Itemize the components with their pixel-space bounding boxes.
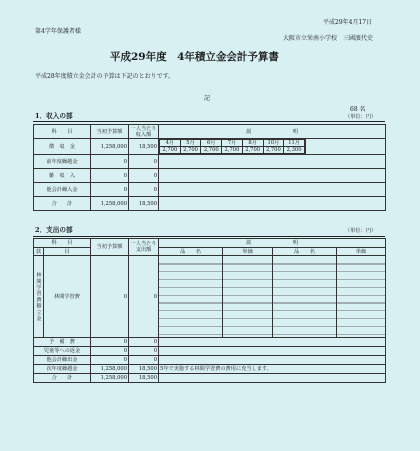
income-row-budget: 0 bbox=[91, 183, 129, 197]
table-row bbox=[34, 347, 386, 356]
item-name-header: 品 名 bbox=[273, 248, 337, 256]
expense-total-label: 合 計 bbox=[34, 374, 91, 383]
table-row bbox=[34, 155, 386, 169]
expense-row-per: 18,500 bbox=[129, 365, 159, 374]
expense-row-item: 児童等への返金 bbox=[34, 347, 91, 356]
expense-unit-label: （単位：円） bbox=[345, 228, 377, 234]
recipient-line: 第4学年保護者様 bbox=[35, 28, 81, 35]
income-header-budget: 当初予算額 bbox=[91, 125, 129, 139]
income-table bbox=[33, 124, 386, 211]
sender-line: 大阪市立栄南小学校 三國濱代史 bbox=[283, 35, 374, 42]
expense-row-budget: 1,258,000 bbox=[91, 365, 129, 374]
income-header-description: 説 明 bbox=[159, 125, 386, 139]
price-lines bbox=[223, 256, 273, 338]
month-label: 5月 bbox=[180, 140, 201, 147]
table-row bbox=[34, 365, 386, 374]
intro-text: 平成28年度積立金会計の予算は下記のとおりです。 bbox=[35, 73, 175, 80]
income-total-budget: 1,258,000 bbox=[91, 197, 129, 211]
expense-row-note bbox=[159, 374, 386, 383]
price-lines bbox=[337, 256, 386, 338]
income-row-per: 0 bbox=[129, 169, 159, 183]
expense-row-budget: 0 bbox=[91, 347, 129, 356]
table-row bbox=[34, 169, 386, 183]
month-label: 6月 bbox=[201, 140, 222, 147]
month-label: 7月 bbox=[222, 140, 243, 147]
expense-row-note bbox=[159, 356, 386, 365]
expense-row-per: 0 bbox=[129, 347, 159, 356]
income-row-per: 0 bbox=[129, 183, 159, 197]
month-label: 4月 bbox=[160, 140, 181, 147]
unit-price-header: 単価 bbox=[337, 248, 386, 256]
table-row bbox=[34, 197, 386, 211]
table-row bbox=[34, 183, 386, 197]
item-lines bbox=[273, 256, 337, 338]
income-total-label: 合 計 bbox=[34, 197, 91, 211]
expense-row-item: 他会計繰出金 bbox=[34, 356, 91, 365]
expense-row-note bbox=[159, 338, 386, 347]
expense-row-item: 次年度繰越金 bbox=[34, 365, 91, 374]
month-amount: 2,700 bbox=[201, 147, 222, 154]
table-row bbox=[34, 139, 386, 155]
income-row-item: 徴 収 金 bbox=[34, 139, 91, 155]
unit-price-header: 単価 bbox=[223, 248, 273, 256]
expense-section-title: 2．支出の部 bbox=[35, 226, 73, 234]
income-row-item: 他会計繰入金 bbox=[34, 183, 91, 197]
income-rule bbox=[33, 121, 385, 122]
income-row-item: 前年度繰越金 bbox=[34, 155, 91, 169]
income-header-item: 科 目 bbox=[34, 125, 91, 139]
item-lines bbox=[159, 256, 223, 338]
month-amount: 2,300 bbox=[284, 147, 305, 154]
expense-total-per: 18,500 bbox=[129, 374, 159, 383]
income-total-per: 18,500 bbox=[129, 197, 159, 211]
table-row bbox=[34, 256, 386, 338]
month-amount: 2,700 bbox=[242, 147, 263, 154]
expense-row-budget: 0 bbox=[91, 338, 129, 347]
student-count: 68 名 bbox=[350, 106, 366, 113]
expense-sub-per: 0 bbox=[129, 256, 159, 338]
table-row bbox=[34, 374, 386, 383]
income-row-per: 18,500 bbox=[129, 139, 159, 155]
expense-header-budget: 当初予算額 bbox=[91, 239, 129, 256]
expense-sub-item: 林間学習費 bbox=[44, 256, 91, 338]
income-header-per: 一人当たり 収入額 bbox=[129, 125, 159, 139]
expense-rule bbox=[33, 236, 385, 237]
document-date: 平成29年4月17日 bbox=[323, 19, 373, 26]
income-row-budget: 0 bbox=[91, 155, 129, 169]
expense-row-note: 5年で実施する林間学習費の費用に充当します。 bbox=[159, 365, 386, 374]
expense-header-kan: 款 bbox=[34, 248, 44, 256]
month-amount: 2,700 bbox=[263, 147, 284, 154]
expense-table bbox=[33, 238, 386, 383]
expense-sub-budget: 0 bbox=[91, 256, 129, 338]
expense-header-description: 説 明 bbox=[159, 239, 386, 248]
expense-row-per: 0 bbox=[129, 356, 159, 365]
income-unit-label: （単位：円） bbox=[345, 114, 377, 120]
month-amount: 2,700 bbox=[160, 147, 181, 154]
expense-header-per: 一人当たり 支出額 bbox=[129, 239, 159, 256]
expense-row-per: 0 bbox=[129, 338, 159, 347]
month-label: 8月 bbox=[242, 140, 263, 147]
income-row-per: 0 bbox=[129, 155, 159, 169]
table-row bbox=[34, 338, 386, 347]
month-amount: 2,700 bbox=[180, 147, 201, 154]
month-label: 11月 bbox=[284, 140, 305, 147]
expense-row-item: 予 備 費 bbox=[34, 338, 91, 347]
income-row-budget: 0 bbox=[91, 169, 129, 183]
month-table bbox=[159, 139, 305, 154]
expense-category: 林間学習費積立金 bbox=[34, 256, 44, 338]
income-section-title: 1．収入の部 bbox=[35, 112, 73, 120]
income-row-budget: 1,258,000 bbox=[91, 139, 129, 155]
expense-row-budget: 0 bbox=[91, 356, 129, 365]
month-label: 10月 bbox=[263, 140, 284, 147]
income-row-item: 雑 収 入 bbox=[34, 169, 91, 183]
expense-header-item: 科 目 bbox=[34, 239, 91, 248]
table-row bbox=[34, 356, 386, 365]
expense-row-note bbox=[159, 347, 386, 356]
ki-label: 記 bbox=[204, 95, 211, 102]
month-breakdown bbox=[159, 139, 306, 155]
item-name-header: 品 名 bbox=[159, 248, 223, 256]
expense-total-budget: 1,258,000 bbox=[91, 374, 129, 383]
month-amount: 2,700 bbox=[222, 147, 243, 154]
document-title: 平成29年度 4年積立金会計予算書 bbox=[110, 51, 279, 63]
expense-header-moku: 目 bbox=[44, 248, 91, 256]
